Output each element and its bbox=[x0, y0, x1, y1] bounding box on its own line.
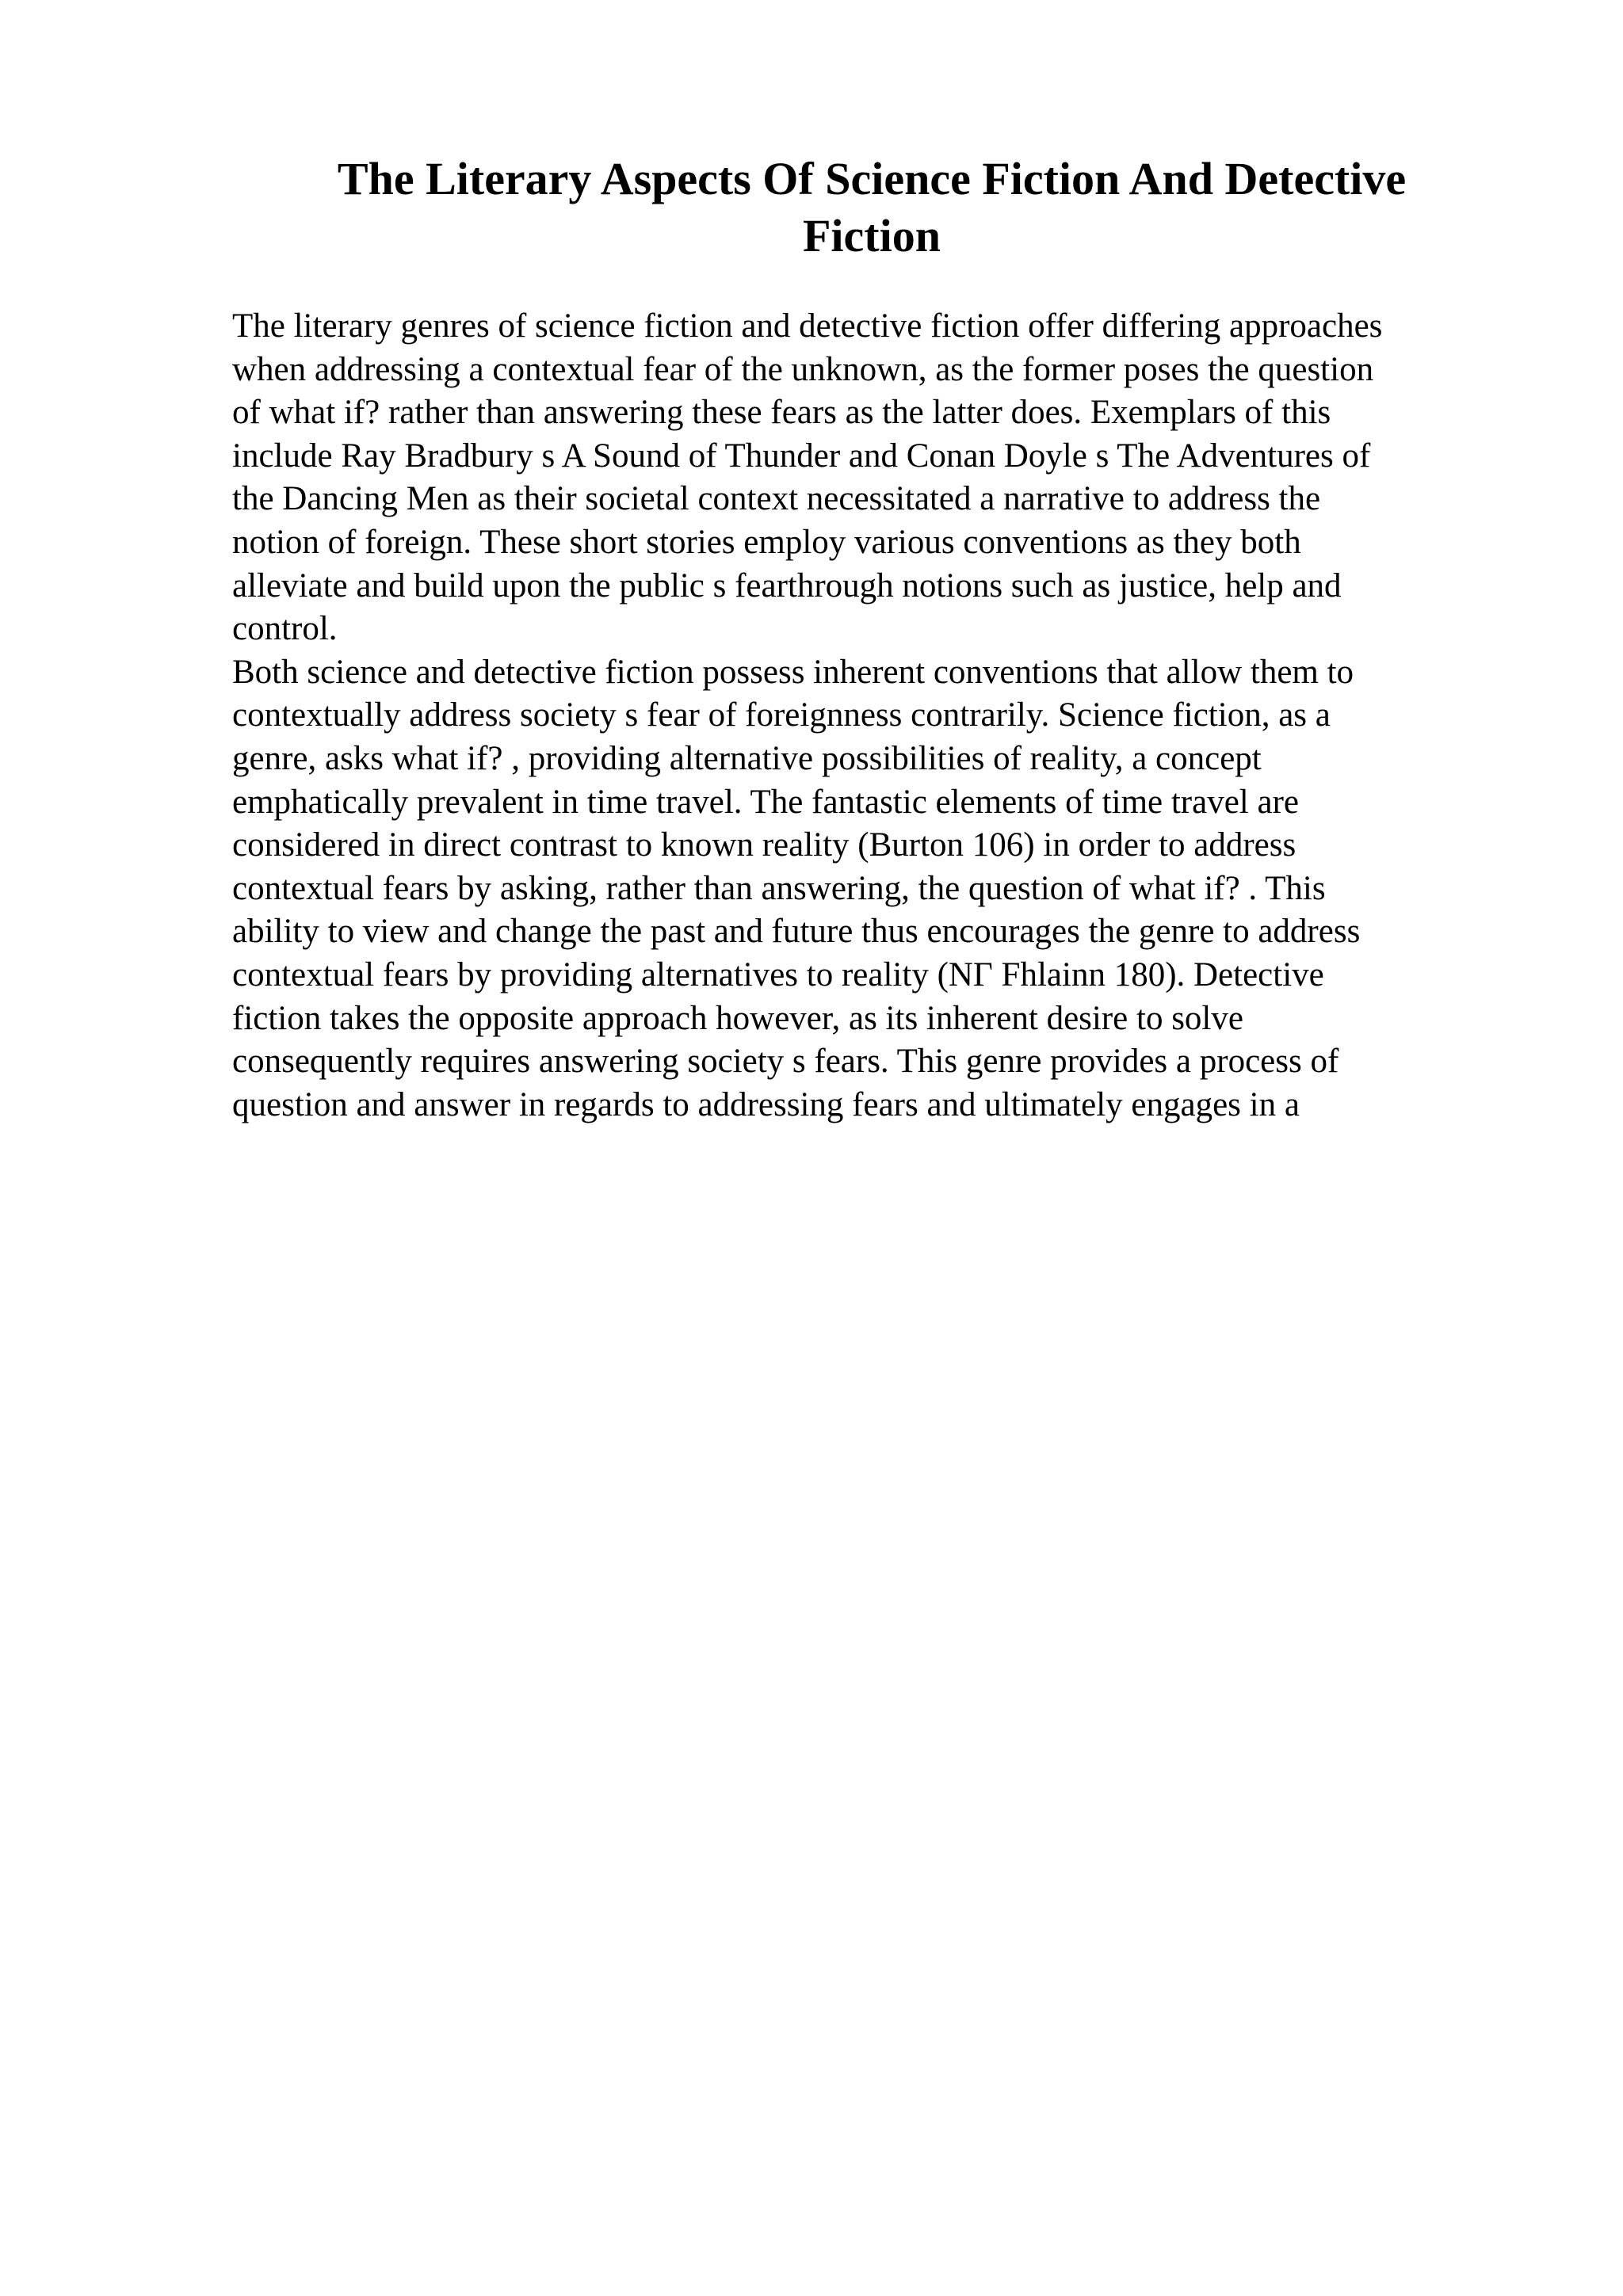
text-line: considered in direct contrast to known reality (Burton 106) in order to address bbox=[232, 826, 1296, 864]
text-line: consequently requires answering society s fears. This genre provides a process of bbox=[232, 1043, 1339, 1081]
body-text bbox=[232, 305, 1503, 1127]
text-line: contextual fears by providing alternatives to reality (NΓ Fhlainn 180). Detective bbox=[232, 955, 1324, 994]
text-line: Both science and detective fiction possess inherent conventions that allow them to bbox=[232, 653, 1354, 691]
text-line: contextual fears by asking, rather than answering, the question of what if? . This bbox=[232, 869, 1326, 907]
document-title bbox=[238, 151, 1506, 265]
text-line: ability to view and change the past and future thus encourages the genre to address bbox=[232, 913, 1361, 951]
text-line: when addressing a contextual fear of the unknown, as the former poses the question bbox=[232, 350, 1374, 388]
text-line: genre, asks what if? , providing alternative possibilities of reality, a concept bbox=[232, 739, 1262, 777]
text-line: contextually address society s fear of foreignness contrarily. Science fiction, as a bbox=[232, 696, 1331, 734]
text-line: the Dancing Men as their societal context necessitated a narrative to address the bbox=[232, 480, 1321, 518]
text-line: emphatically prevalent in time travel. The fantastic elements of time travel are bbox=[232, 783, 1299, 821]
title-line: The Literary Aspects Of Science Fiction And Detective bbox=[337, 153, 1407, 204]
text-line: include Ray Bradbury s A Sound of Thunder and Conan Doyle s The Adventures of bbox=[232, 437, 1371, 475]
text-line: fiction takes the opposite approach however, as its inherent desire to solve bbox=[232, 999, 1243, 1037]
text-line: The literary genres of science fiction and detective fiction offer differing approaches bbox=[232, 307, 1383, 345]
text-line: alleviate and build upon the public s fearthrough notions such as justice, help and bbox=[232, 566, 1342, 605]
text-line: control. bbox=[232, 610, 338, 648]
text-line: notion of foreign. These short stories employ various conventions as they both bbox=[232, 523, 1301, 561]
title-line: Fiction bbox=[803, 210, 941, 261]
text-line: question and answer in regards to addressing fears and ultimately engages in a bbox=[232, 1085, 1300, 1123]
text-line: of what if? rather than answering these fears as the latter does. Exemplars of this bbox=[232, 394, 1331, 432]
